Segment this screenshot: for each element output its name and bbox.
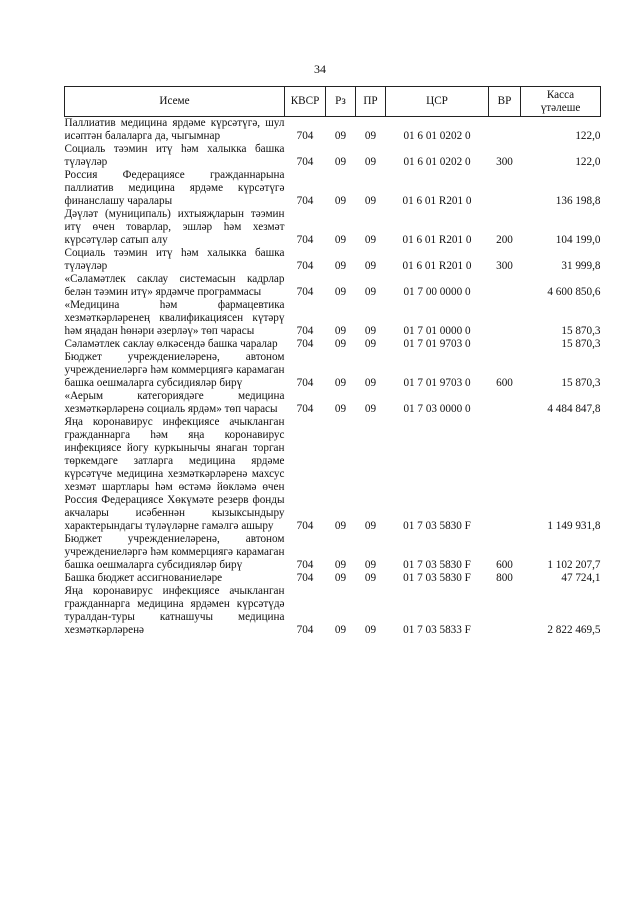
row-rz: 09 xyxy=(334,260,347,272)
row-vr: 300 xyxy=(496,156,513,168)
row-amount: 2 822 469,5 xyxy=(547,624,601,636)
table-header-row xyxy=(65,87,601,117)
row-amount: 47 724,1 xyxy=(561,572,601,584)
row-kvsr: 704 xyxy=(296,195,314,207)
row-csr: 01 6 01 R201 0 xyxy=(402,260,472,272)
row-amount: 15 870,3 xyxy=(561,325,601,337)
row-kvsr: 704 xyxy=(296,624,314,636)
row-name: Паллиатив медицина ярдәме күрсәтүгә, шул исәптән балаларга да, чыгымнар xyxy=(64,117,285,142)
header-kvsr: КВСР xyxy=(285,87,326,117)
row-name: «Аерым категориядәге медицина хезмәткәрләренә социаль ярдәм» төп чарасы xyxy=(64,390,285,415)
header-vr: ВР xyxy=(489,87,521,117)
row-pr: 09 xyxy=(364,572,377,584)
row-amount: 15 870,3 xyxy=(561,338,601,350)
table-row xyxy=(65,533,601,572)
table-row xyxy=(65,117,601,144)
table-row xyxy=(65,572,601,585)
row-kvsr: 704 xyxy=(296,260,314,272)
row-vr: 600 xyxy=(496,377,513,389)
row-kvsr: 704 xyxy=(296,520,314,532)
row-kvsr: 704 xyxy=(296,403,314,415)
row-pr: 09 xyxy=(364,403,377,415)
row-pr: 09 xyxy=(364,377,377,389)
row-amount: 15 870,3 xyxy=(561,377,601,389)
row-rz: 09 xyxy=(334,195,347,207)
header-pr: ПР xyxy=(356,87,386,117)
table-row xyxy=(65,299,601,338)
row-kvsr: 704 xyxy=(296,156,314,168)
row-csr: 01 7 03 5830 F xyxy=(403,572,471,584)
row-pr: 09 xyxy=(364,234,377,246)
row-pr: 09 xyxy=(364,338,377,350)
table-row xyxy=(65,169,601,208)
row-name: Социаль тәэмин итү һәм халыкка башка түләүләр xyxy=(64,143,285,168)
table-row xyxy=(65,585,601,637)
table-row xyxy=(65,351,601,390)
row-name: Россия Федерациясе гражданнарына паллиатив медицина ярдәме күрсәтүгә финанслашу чаралары xyxy=(64,169,285,207)
row-csr: 01 7 03 5830 F xyxy=(403,520,471,532)
row-amount: 136 198,8 xyxy=(555,195,601,207)
row-amount: 104 199,0 xyxy=(555,234,601,246)
page-number: 34 xyxy=(314,62,326,76)
budget-table xyxy=(64,86,601,637)
row-amount: 122,0 xyxy=(575,156,601,168)
row-vr: 300 xyxy=(496,260,513,272)
row-csr: 01 7 00 0000 0 xyxy=(403,286,471,298)
row-vr xyxy=(489,338,521,351)
row-csr: 01 6 01 R201 0 xyxy=(402,195,472,207)
row-vr xyxy=(489,169,521,208)
row-kvsr: 704 xyxy=(296,572,314,584)
table-row xyxy=(65,416,601,533)
row-name: «Сәламәтлек саклау системасын кадрлар белән тәэмин итү» ярдәмче программасы xyxy=(64,273,285,298)
row-pr: 09 xyxy=(364,286,377,298)
row-name: «Медицина һәм фармацевтика хезмәткәрләренең квалификациясен күтәрү һәм яңадан һөнәри әзерләү» төп чарасы xyxy=(64,299,285,337)
row-pr: 09 xyxy=(364,130,377,142)
table-row xyxy=(65,273,601,299)
row-rz: 09 xyxy=(334,403,347,415)
row-pr: 09 xyxy=(364,624,377,636)
table-row xyxy=(65,247,601,273)
table-row xyxy=(65,208,601,247)
row-kvsr: 704 xyxy=(296,286,314,298)
row-pr: 09 xyxy=(364,260,377,272)
row-csr: 01 7 01 9703 0 xyxy=(403,338,471,350)
row-csr: 01 7 03 0000 0 xyxy=(403,403,471,415)
row-amount: 122,0 xyxy=(575,130,601,142)
row-pr: 09 xyxy=(364,195,377,207)
table-row xyxy=(65,143,601,169)
header-name: Исеме xyxy=(65,87,285,117)
header-rz: Рз xyxy=(326,87,356,117)
row-rz: 09 xyxy=(334,325,347,337)
header-csr: ЦСР xyxy=(386,87,489,117)
row-pr: 09 xyxy=(364,559,377,571)
row-pr: 09 xyxy=(364,520,377,532)
row-vr xyxy=(489,585,521,637)
row-rz: 09 xyxy=(334,156,347,168)
row-csr: 01 6 01 0202 0 xyxy=(403,156,471,168)
row-name: Сәламәтлек саклау өлкәсендә башка чаралар xyxy=(64,338,278,350)
row-name: Яңа коронавирус инфекциясе ачыкланган гражданнарга һәм яңа коронавирус инфекциясе йогу куркынычы янаган торган төркемдәге затларга медицина ярдәме күрсәтүче медицина хезмәткәрләренә махсус хезмәт шартлары һәм өстәмә йөкләмә өчен Россия Федерациясе Хөкүмәте резерв фонды акчалары исәбеннән кызыксындыру характерындагы түләүләрне гамәлгә ашыру xyxy=(64,416,285,532)
row-pr: 09 xyxy=(364,156,377,168)
row-rz: 09 xyxy=(334,559,347,571)
row-kvsr: 704 xyxy=(296,130,314,142)
row-rz: 09 xyxy=(334,234,347,246)
row-name: Дәүләт (муниципаль) ихтыяҗларын тәэмин итү өчен товарлар, эшләр һәм хезмәт күрсәтүләр сатып алу xyxy=(64,208,285,246)
row-rz: 09 xyxy=(334,130,347,142)
row-amount: 1 102 207,7 xyxy=(547,559,601,571)
row-vr xyxy=(489,416,521,533)
row-csr: 01 6 01 R201 0 xyxy=(402,234,472,246)
row-vr xyxy=(489,390,521,416)
row-rz: 09 xyxy=(334,520,347,532)
row-vr: 200 xyxy=(496,234,513,246)
row-pr: 09 xyxy=(364,325,377,337)
row-csr: 01 7 03 5833 F xyxy=(403,624,471,636)
row-name: Яңа коронавирус инфекциясе ачыкланган гражданнарга медицина ярдәмен күрсәтүдә туралдан-туры катнашучы медицина хезмәткәрләренә xyxy=(64,585,285,636)
row-name: Социаль тәэмин итү һәм халыкка башка түләүләр xyxy=(64,247,285,272)
table-row xyxy=(65,338,601,351)
row-rz: 09 xyxy=(334,572,347,584)
row-rz: 09 xyxy=(334,338,347,350)
row-name: Башка бюджет ассигнованиеләре xyxy=(64,572,223,584)
row-name: Бюджет учреждениеләренә, автоном учреждениеләргә һәм коммерциягә карамаган башка оешмаларга субсидияләр бирү xyxy=(64,351,285,389)
row-amount: 31 999,8 xyxy=(561,260,601,272)
row-vr: 600 xyxy=(496,559,513,571)
row-kvsr: 704 xyxy=(296,234,314,246)
row-rz: 09 xyxy=(334,286,347,298)
row-csr: 01 7 03 5830 F xyxy=(403,559,471,571)
row-amount: 4 600 850,6 xyxy=(547,286,601,298)
table-row xyxy=(65,390,601,416)
row-kvsr: 704 xyxy=(296,338,314,350)
row-amount: 1 149 931,8 xyxy=(547,520,601,532)
row-kvsr: 704 xyxy=(296,377,314,389)
row-amount: 4 484 847,8 xyxy=(547,403,601,415)
row-csr: 01 6 01 0202 0 xyxy=(403,130,471,142)
row-rz: 09 xyxy=(334,377,347,389)
row-rz: 09 xyxy=(334,624,347,636)
row-csr: 01 7 01 0000 0 xyxy=(403,325,471,337)
row-vr xyxy=(489,117,521,144)
row-kvsr: 704 xyxy=(296,325,314,337)
header-amount xyxy=(521,87,601,117)
row-name: Бюджет учреждениеләренә, автоном учреждениеләргә һәм коммерциягә карамаган башка оешмаларга субсидияләр бирү xyxy=(64,533,285,571)
row-kvsr: 704 xyxy=(296,559,314,571)
row-vr xyxy=(489,273,521,299)
header-amount-line2: үтәлеше xyxy=(540,101,581,114)
row-csr: 01 7 01 9703 0 xyxy=(403,377,471,389)
row-vr xyxy=(489,299,521,338)
header-amount-line1: Касса xyxy=(546,88,575,101)
row-vr: 800 xyxy=(496,572,513,584)
